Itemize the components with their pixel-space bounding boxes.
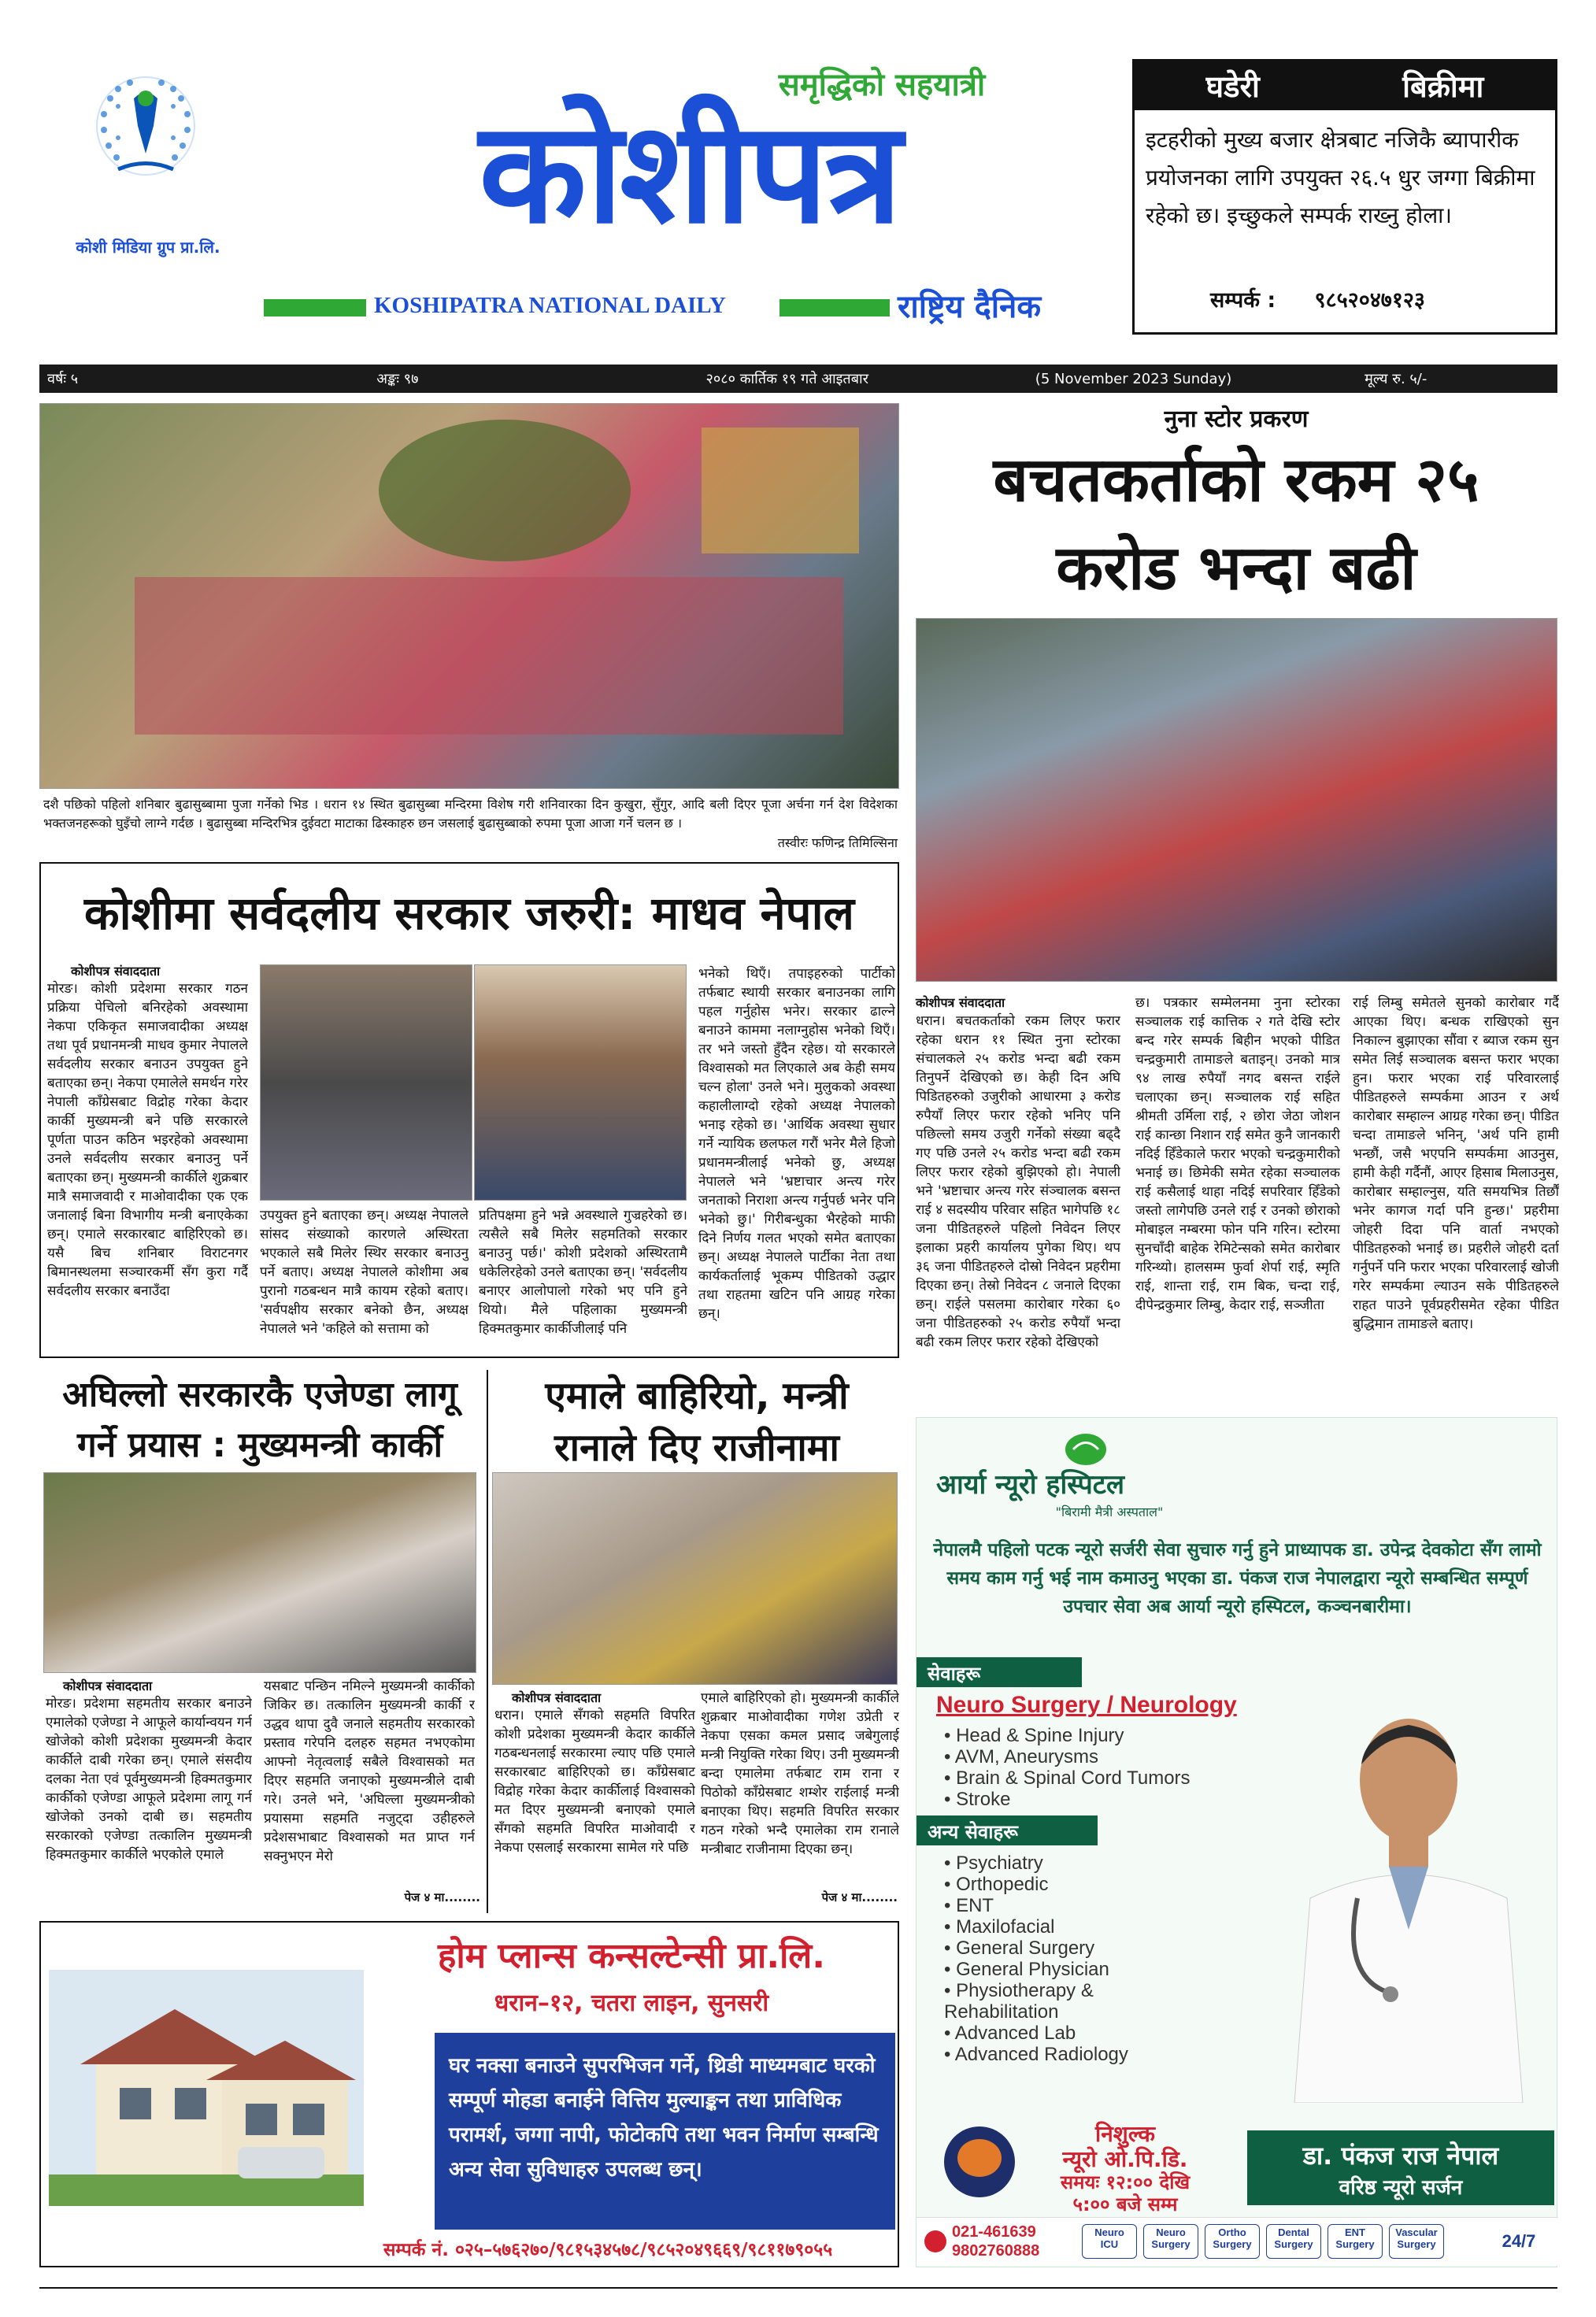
services-label: सेवाहरू [916,1657,1082,1687]
madhav-photo-1 [260,964,472,1201]
classified-contact-label: सम्पर्क : [1210,288,1276,313]
other-services-label: अन्य सेवाहरू [916,1815,1098,1845]
karki-headline-line1: अघिल्लो सरकारकै एजेण्डा लागू [62,1375,457,1415]
globe-logo-icon [87,67,205,185]
unit-badge: Neuro ICU [1082,2224,1137,2259]
lead-kicker: नुना स्टोर प्रकरण [1164,405,1309,433]
service-item: • Head & Spine Injury [944,1725,1259,1746]
karki-col2: यसबाट पन्छिन नमिल्ने मुख्यमन्त्री कार्कीको जिकिर छ। तत्कालिन मुख्यमन्त्री कार्की र उद्धव थापा दुवै जनाले सहमतीय सरकारको प्रस्ताव गरेपनि दलहरु सहमत नभएकोमा आफ्नो नेतृत्वलाई सबैले विश्वासको मत दिएर सहमति जनाएको मुख्यमन्त्रीले दाबी गरे। उनले भने, 'अघिल्ला मुख्यमन्त्रीको प्रयासमा सहमति नजुट्दा उहीहरुले प्रदेशसभाबाट विश्वासको मत प्राप्त गर्न सक्नुभएन मेरो [264,1679,475,1864]
photo-credit: तस्वीरः फणिन्द्र तिमिल्सिना [685,834,898,851]
brain-scan-icon [940,2123,1019,2201]
classified-header-left: घडेरी [1205,69,1260,104]
price: मूल्य रु. ५/- [1365,371,1428,387]
service-item: • AVM, Aneurysms [944,1746,1259,1767]
opd-line2: न्यूरो ओ.पि.डि. [1062,2146,1188,2172]
karki-photo [43,1472,476,1673]
phone-1: 021-461639 [952,2223,1036,2241]
karki-jump[interactable]: पेज ४ मा........ [404,1890,480,1904]
lead-headline-line2: करोड भन्दा बढी [1056,533,1416,604]
classified-header-right: बिक्रीमा [1402,69,1484,104]
brain-logo-icon [1062,1430,1109,1469]
volume: वर्षः ५ [47,371,79,387]
newspaper-title: कोशीपत्र [479,91,899,254]
nuna-store-crowd-photo [916,618,1557,982]
house-illustration [49,1970,364,2206]
bottom-rule [39,2287,1557,2289]
lead-col1: धरान। बचतकर्ताको रकम लिएर फरार रहेका धरान ११ स्थित नुना स्टोरका संचालकले २५ करोड भन्दा बढी रकम तिनुपर्ने देखिएको छ। केही दिन अघि पिडितहरुको उजुरीको आधारमा ३ करोड रुपैयाँ लिएर फरार रहेको भनिए पनि पछिल्लो समय उजुरी गर्नेको संख्या बढ्दै गए पछि उनले २५ करोड भन्दा बढी रकम लिएर फरार रहेको बुझिएको हो। नेपाली भने 'भ्रष्टाचार अन्त्य गरेर संञ्चालक बसन्त राई ४ सदस्यीय परिवार सहित भागेपछि १८ जना पीडितहरुले पहिलो निवेदन लिएर इलाका प्रहरी कार्यालय पुगेका थिए। थप ३६ जना पीडितहरुले दोस्रो निवेदन प्रहरीमा दिएका छन्। तेस्रो निवेदन ८ जनाले दिएका छन्। राईले पसलमा कारोबार गरेका ६० जना पीडितहरुको २५ करोड रुपैयाँ भन्दा बढी रकम लिएर फरार रहेको देखिएको [916,1013,1120,1350]
hospital-intro: नेपालमै पहिलो पटक न्यूरो सर्जरी सेवा सुचारु गर्नु हुने प्राध्यापक डा. उपेन्द्र देवकोटा सँग लामो समय काम गर्नु भई नाम कमाउनु भएका डा. पंकज राज नेपालद्वारा न्यूरो सम्बन्धित सम्पूर्ण उपचार सेवा अब आर्या न्यूरो हस्पिटल, कञ्चनबारीमा। [933,1540,1542,1617]
phone-2: 9802760888 [952,2242,1040,2260]
unit-badge: Neuro Surgery [1143,2224,1198,2259]
opd-line1: निशुल्क [1095,2121,1155,2147]
green-bar-left [264,299,366,316]
unit-badges [1082,2224,1476,2259]
temple-shape [702,427,859,553]
madhav-col1: मोरङ। कोशी प्रदेशमा सरकार गठन प्रक्रिया पेचिलो बनिरहेको अवस्थामा नेकपा एकिकृत समाजवादीका अध्यक्ष तथा पूर्व प्रधानमन्त्री माधव कुमार नेपालले सर्वदलीय सरकार बनाउन उपयुक्त हुने बताएका छन्। नेकपा एमालेले समर्थन गरेर नेपाली काँग्रेसबाट विद्रोह गरेका केदार कार्की मुख्यमन्त्री बने पछि सरकारले पूर्णता पाउन कठिन भइरहेको अवस्थामा उनले सर्वदलीय सरकार बनाउनु पर्ने बताएका छन्। मुख्यमन्त्री कार्कीले शुक्रबार मात्रै समाजवादी र माओवादीका एक एक जनालाई बिना विभागीय मन्त्री बनाएकेका छन्। एमाले सरकारबाट बाहिरिएको छ। यसै बिच शनिबार विराटनगर बिमानस्थलमा सञ्चारकर्मी सँग कुरा गर्दै सर्वदलीय सरकार बनाउँदा [47,981,248,1299]
service-item: • Stroke [944,1789,1259,1810]
unit-badge: ENT Surgery [1328,2224,1383,2259]
unit-badge: Dental Surgery [1266,2224,1321,2259]
madhav-col2: उपयुक्त हुने बताएका छन्। अध्यक्ष नेपालले सांसद संख्याको कारणले अस्थिरता भएकाले सबै मिलेर स्थिर सरकार बनाउनु पर्ने बताए। अध्यक्ष नेपालले कोशीमा अब पुरानो गठबन्धन मात्रै कायम रहेको बताए। 'सर्वपक्षीय सरकार बनेको छैन, अध्यक्ष नेपालले भने 'कहिले को सत्तामा को [260,1208,468,1337]
other-services-list [944,1852,1204,2065]
green-bar-right [779,299,890,316]
date-english: (5 November 2023 Sunday) [1035,370,1232,387]
classified-header [1135,61,1555,110]
hospital-slogan: "बिरामी मैत्री अस्पताल" [1055,1505,1164,1519]
lead-headline-line1: बचतकर्ताको रकम २५ [993,445,1479,516]
other-service-item: • Psychiatry [944,1852,1204,1874]
column-divider [487,1370,488,1913]
main-service: Neuro Surgery / Neurology [936,1692,1237,1718]
uml-byline: कोशीपत्र संवाददाता [512,1690,602,1705]
other-service-item: • ENT [944,1895,1204,1916]
emergency-badge: 24/7 [1502,2231,1536,2251]
subtitle: राष्ट्रिय दैनिक [898,289,1042,325]
unit-badge: Vascular Surgery [1389,2224,1444,2259]
lead-col2: छ। पत्रकार सम्मेलनमा नुना स्टोरका सञ्चालक राई कात्तिक २ गते देखि स्टोर बन्द गरेर सम्पर्क बिहीन भएको पीडित चन्द्रकुमारी तामाङले बताइन्। उनको मात्र ९४ लाख रुपैयाँ नगद बसन्त राईले चलाएका छन्। सञ्चालक राई सहित श्रीमती उर्मिला राई, २ छोरा जेठा जोशन राई कान्छा निशान राई समेत कुनै जानकारी नदिई हिँडेकाले फरार भएको चन्द्रकुमारीको भनाई छ। छिमेकी समेत रहेका सञ्चालक राई कसैलाई थाहा नदिई सपरिवार हिँडेको जस्तो लागेपछि उनले राई र उनको छोराको मोबाइल नम्बरमा फोन पनि गरिन। स्टोरमा सुनचाँदी बाहेक रेमिटेन्सको समेत कारोबार गरिन्थ्यो। हालसम्म फुर्वा शेर्पा राई, स्मृति राई, शान्ता राई, राम बिक, चन्दा राई, दीपेन्द्रकुमार लिम्बु, केदार राई, सञ्जीता [1135,995,1340,1313]
home-plans-body: घर नक्सा बनाउने सुपरभिजन गर्ने, थ्रिडी माध्यमबाट घरको सम्पूर्ण मोहडा बनाईने वित्तिय मुल्याङ्कन तथा प्राविधिक परामर्श, जग्गा नापी, फोटोकपि तथा भवन निर्माण सम्बन्धि अन्य सेवा सुविधाहरु उपलब्ध छन्। [435,2033,895,2230]
madhav-headline: कोशीमा सर्वदलीय सरकार जरुरी: माधव नेपाल [84,886,854,940]
karki-col1: मोरङ। प्रदेशमा सहमतीय सरकार बनाउने एमालेको एजेण्डा ने आफूले कार्यान्वयन गर्न खोजेको कोशी प्रदेशका मुख्यमन्त्री केदार कार्कीले दाबी गरेका छन्। एमाले संसदीय दलका नेता एवं पूर्वमुख्यमन्त्री हिक्मतकुमार कार्कीको एजेण्डा आफूले प्रदेशमा लागू गर्न खोजेको उनको दाबी छ। सहमतीय सरकारको एजेण्डा तत्कालिन मुख्यमन्त्री हिक्मतकुमार कार्कीले भएकोले एमाले [46,1696,252,1863]
uml-headline-line2: रानाले दिए राजीनामा [554,1426,839,1470]
hospital-name: आर्या न्यूरो हस्पिटल [936,1469,1124,1501]
hospital-ad [916,1417,1557,2267]
company-name: कोशी मिडिया ग्रुप प्रा.लि. [76,238,220,257]
uml-col2: एमाले बाहिरिएको हो। मुख्यमन्त्री कार्कीले शुक्रबार माओवादीका गणेश उप्रेती र नेकपा एसका कमल प्रसाद जबेगुलाई मन्त्री नियुक्ति गरेका थिए। उनी मुख्यमन्त्री बन्दा एमालेमा तर्फबाट राम राना र पिठोको काँग्रेसबाट शम्शेर राईलाई मन्त्री बनाएका थिए। सहमति विपरित सरकार गठन गरेको भन्दै एमालेका राम रानाले मन्त्रीबाट राजीनामा दिएका छन्। [701,1690,899,1857]
phone-icon [924,2230,946,2252]
other-service-item: • Physiotherapy & Rehabilitation [944,1980,1204,2023]
service-item: • Brain & Spinal Cord Tumors [944,1767,1259,1789]
madhav-col3: प्रतिपक्षमा हुने भन्ने अवस्थाले गुज्रहरेको छ। त्यसैले सबै मिलेर सहमतिको सरकार बनाउनु पर्छ।' कोशी प्रदेशको अस्थिरतामै धकेलिरहेको उनले बताएका छन्। 'सर्वदलीय बनाएर आलोपालो गरेको भए पनि हुने थियो। मैले पहिलाका मुख्यमन्त्री हिक्मतकुमार कार्कीजीलाई पनि [479,1208,687,1337]
issue-number: अङ्कः ९७ [376,371,419,387]
tagline: समृद्धिको सहयात्री [778,67,986,103]
home-plans-contact: सम्पर्क नं. ०२५–५७६२७०/९८१५३४५७८/९८५२०४९६६९/९८११७९०५५ [383,2240,833,2260]
masthead [0,0,1596,346]
doctor-photo [1263,1693,1554,2103]
karki-headline-line2: गर्ने प्रयास : मुख्यमन्त्री कार्की [76,1425,443,1465]
karki-byline: कोशीपत्र संवाददाता [63,1679,153,1693]
services-list [944,1725,1259,1810]
date-nepali: २०८० कार्तिक १९ गते आइतबार [705,371,868,387]
madhav-byline: कोशीपत्र संवाददाता [71,964,161,979]
madhav-photo-2 [474,964,687,1201]
doctor-title: वरिष्ठ न्यूरो सर्जन [1339,2176,1463,2200]
uml-col1: धरान। एमाले सँगको सहमति विपरित कोशी प्रदेशका मुख्यमन्त्री केदार कार्कीले गठबन्धनलाई सरकारमा ल्याए पछि एमाले सरकारबाट बाहिरिएको छ। काँग्रेसबाट विद्रोह गरेका केदार कार्कीलाई विश्वासको मत दिएर मुख्यमन्त्री बनाएको एमाले सँगको सहमति विपरित माओवादी र नेकपा एसलाई सरकारमा सामेल गरे पछि [494,1708,695,1856]
english-name: KOSHIPATRA NATIONAL DAILY [374,293,726,318]
free-opd-box [940,2119,1239,2215]
phone-numbers [952,2223,1070,2260]
classified-body: इटहरीको मुख्य बजार क्षेत्रबाट नजिकै ब्यापारीक प्रयोजनका लागि उपयुक्त २६.५ धुर जग्गा बिक्रीमा रहेको छ। इच्छुकले सम्पर्क राख्नु होला। [1146,127,1535,228]
classified-ad [1132,59,1557,335]
other-service-item: • Orthopedic [944,1874,1204,1895]
home-plans-ad [39,1921,899,2267]
madhav-col4: भनेको थिएँ। तपाइहरुको पार्टीको तर्फबाट स्थायी सरकार बनाउनका लागि पहल गर्नुहोस भनेर। सरकार ढाल्ने बनाउने काममा नलाग्नुहोस भनेको थिएँ। तर भने जस्तो हुँदैन रहेछ। यो सरकारले विश्वासको मत लिएकाले अब केही समय चल्न होला' उनले भने। मुलुकको अवस्था कहालीलाग्दो रहेको अध्यक्ष नेपालको भनाइ रहेको छ। 'आर्थिक अवस्था सुधार गर्ने न्यायिक छलफल गरौं भनेर मैले हिजो प्रधानमन्त्रीलाई भनेको छु, अध्यक्ष नेपालले भने 'भ्रष्टाचार अन्त्य गरेर जनताको निराशा अन्त्य गर्नुपर्छ भनेर पनि भनेको छु।' गिरीबन्धुका भैरहेको माफी दिने निर्णय गलत भएको समेत बताएका छन्। अध्यक्ष नेपालले पार्टीका नेता तथा कार्यकर्तालाई भूकम्प पीडितको उद्धार तथा राहतमा खटिन पनि आग्रह गरेका छन्। [698,966,895,1322]
uml-jump[interactable]: पेज ४ मा........ [821,1890,898,1904]
classified-contact [1135,279,1555,313]
uml-headline-line1: एमाले बाहिरियो, मन्त्री [545,1374,849,1418]
hospital-footer [916,2217,1558,2266]
unit-badge: Ortho Surgery [1205,2224,1260,2259]
issue-info-bar [39,365,1557,393]
opd-time1: समयः १२:०० देखि [1060,2171,1191,2193]
other-service-item: • Advanced Radiology [944,2044,1204,2065]
home-plans-title: होम प्लान्स कन्सल्टेन्सी प्रा.लि. [438,1936,825,1976]
resignation-photo [492,1472,898,1685]
photo-caption: दशै पछिको पहिलो शनिबार बुढासुब्बामा पुजा गर्नेको भिड । धरान १४ स्थित बुढासुब्बा मन्दिरमा विशेष गरी शनिवारका दिन कुखुरा, सुँगुर, आदि बली दिएर पूजा अर्चना गर्न देश विदेशका भक्तजनहरूको घुइँचो लाग्ने गर्दछ । बुढासुब्बा मन्दिरभित्र दुईवटा माटाका ढिस्काहरु छन जसलाई बुढासुब्बाको रुपमा पूजा आजा गर्ने चलन छ । [43,797,898,831]
temple-crowd-photo [39,403,899,789]
other-service-item: • Advanced Lab [944,2023,1204,2044]
opd-time2: ५:०० बजे सम्म [1072,2193,1178,2215]
doctor-name: डा. पंकज राज नेपाल [1302,2141,1499,2171]
lead-col3: राई लिम्बु समेतले सुनको कारोबार गर्दै आएका थिए। बन्धक राखिएको सुन निकाल्न बुझाएका सौंवा र ब्याज रकम सुन समेत लिई सञ्चालक बसन्त फरार भएका हुन। फरार भएका राई परिवारलाई पीडितहरुले सम्पर्कमा आउन र अर्थ कारोबार सम्हाल्न आग्रह गरेका छन्। पीडित चन्दा तामाङले भनिन्, 'अर्थ पनि हामी भन्छौं, जसै भएपनि सम्पर्कमा आउनुस, हामी केही गर्दैनौं, आएर हिसाब मिलाउनुस, कारोबार सम्हाल्नुस, यति समयभित्र तिर्छौं भनेर कागज गर्दा पनि हुन्छ।' प्रहरीमा जोहरी दिदा पनि वार्ता नभएको पीडितहरुको भनाई छ। प्रहरीले जोहरी दर्ता गर्नुपर्ने पनि फरार भएका परिवारलाई खोजी गरेर सम्पर्कमा ल्याउन सके पीडितहरुले राहत पाउने पूर्वप्रहरीसमेत रहेका पीडित बुद्धिमान तामाङले बताए। [1353,995,1559,1332]
other-service-item: • Maxilofacial [944,1916,1204,1938]
other-service-item: • General Physician [944,1959,1204,1980]
tree-shape [379,420,631,561]
classified-contact-number: ९८५२०४७१२३ [1314,288,1425,313]
crowd-shape [135,577,843,735]
lead-byline: कोशीपत्र संवाददाता [916,995,1005,1010]
other-service-item: • General Surgery [944,1938,1204,1959]
doctor-name-box [1247,2130,1554,2205]
home-plans-address: धरान–१२, चतरा लाइन, सुनसरी [494,1989,769,2017]
